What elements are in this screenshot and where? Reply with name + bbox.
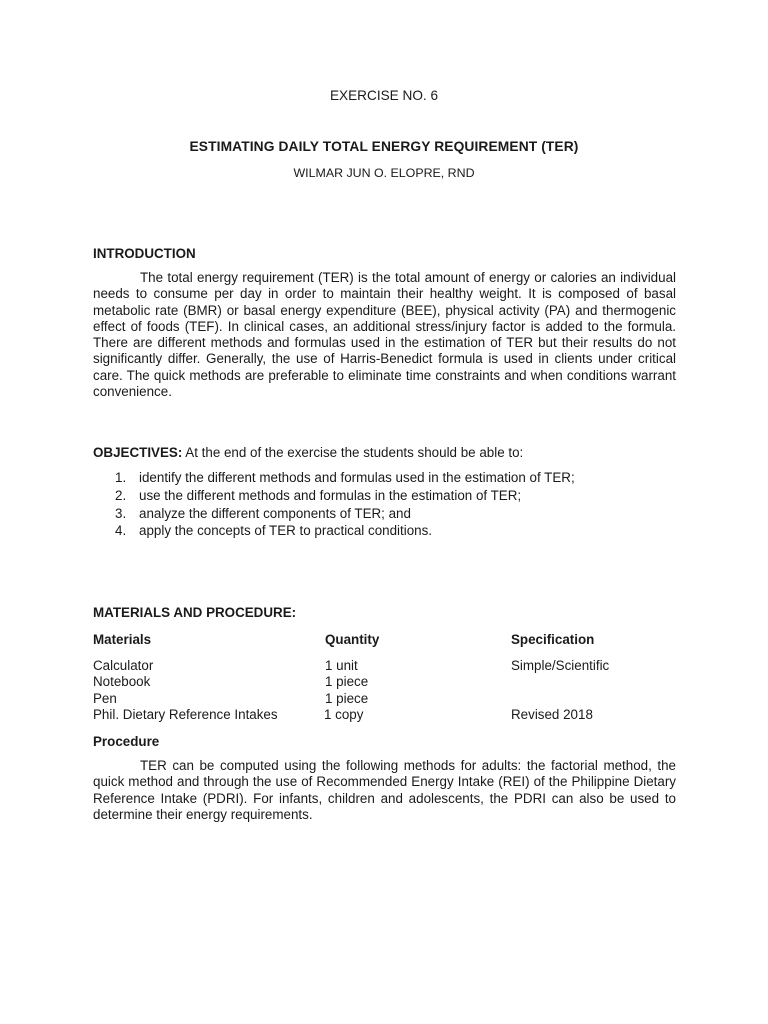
document-title: ESTIMATING DAILY TOTAL ENERGY REQUIREMENT (TER): [189, 139, 579, 154]
list-item: [115, 469, 685, 487]
list-item: [115, 505, 685, 523]
list-text: analyze the different components of TER; and: [139, 505, 411, 521]
cell-material: Phil. Dietary Reference Intakes: [93, 707, 278, 723]
cell-specification: Revised 2018: [511, 707, 593, 723]
materials-heading: MATERIALS AND PROCEDURE:: [93, 605, 297, 620]
list-item: [115, 487, 685, 505]
objectives-label: OBJECTIVES:: [93, 445, 183, 460]
table-row: [93, 674, 693, 690]
introduction-paragraph: [93, 270, 676, 400]
objectives-list: [115, 469, 685, 540]
column-header-quantity: Quantity: [325, 632, 380, 647]
table-header-row: [93, 632, 693, 658]
cell-quantity: 1 piece: [325, 690, 369, 706]
cell-material: Pen: [93, 690, 117, 706]
materials-table: [93, 632, 693, 724]
cell-material: Calculator: [93, 658, 154, 673]
cell-quantity: 1 copy: [324, 707, 364, 723]
introduction-heading: INTRODUCTION: [93, 246, 196, 261]
objectives-lead: At the end of the exercise the students should be able to:: [182, 445, 524, 460]
cell-quantity: 1 piece: [325, 674, 369, 690]
table-row: [93, 691, 693, 707]
cell-material: Notebook: [93, 674, 151, 690]
list-item: [115, 522, 685, 540]
exercise-number: EXERCISE NO. 6: [329, 88, 439, 103]
author-name: WILMAR JUN O. ELOPRE, RND: [293, 166, 475, 180]
cell-quantity: 1 unit: [325, 658, 358, 673]
introduction-text: The total energy requirement (TER) is the total amount of energy or calories an individual needs to consume per day in order to maintain their healthy weight. It is composed of basal metabolic rate (BMR) or basal energy expenditure (BEE), physical activity (PA) and thermogenic effect of foods (TEF). In clinical cases, an additional stress/injury factor is added to the formula. There are different methods and formulas used in the estimation of TER but their results do not significantly differ. Generally, the use of Harris-Benedict formula is used in clients under critical care. The quick methods are preferable to eliminate time constraints and when conditions warrant convenience.: [93, 270, 676, 400]
column-header-specification: Specification: [511, 632, 595, 647]
list-number: 2.: [115, 487, 127, 503]
list-text: identify the different methods and formulas used in the estimation of TER;: [139, 470, 575, 485]
column-header-materials: Materials: [93, 632, 152, 647]
list-text: apply the concepts of TER to practical conditions.: [139, 523, 433, 539]
list-number: 3.: [115, 505, 127, 521]
procedure-paragraph: [93, 758, 676, 823]
list-text: use the different methods and formulas in the estimation of TER;: [139, 487, 522, 503]
list-number: 1.: [115, 470, 127, 485]
list-number: 4.: [115, 523, 127, 539]
objectives-line: [93, 445, 693, 460]
table-row: [93, 707, 693, 723]
cell-specification: Simple/Scientific: [511, 658, 610, 673]
table-row: [93, 658, 693, 674]
procedure-text: TER can be computed using the following methods for adults: the factorial method, the quick method and through the use of Recommended Energy Intake (REI) of the Philippine Dietary Reference Intake (PDRI). For infants, children and adolescents, the PDRI can also be used to determine their energy requirements.: [93, 758, 676, 822]
procedure-heading: Procedure: [93, 734, 160, 749]
